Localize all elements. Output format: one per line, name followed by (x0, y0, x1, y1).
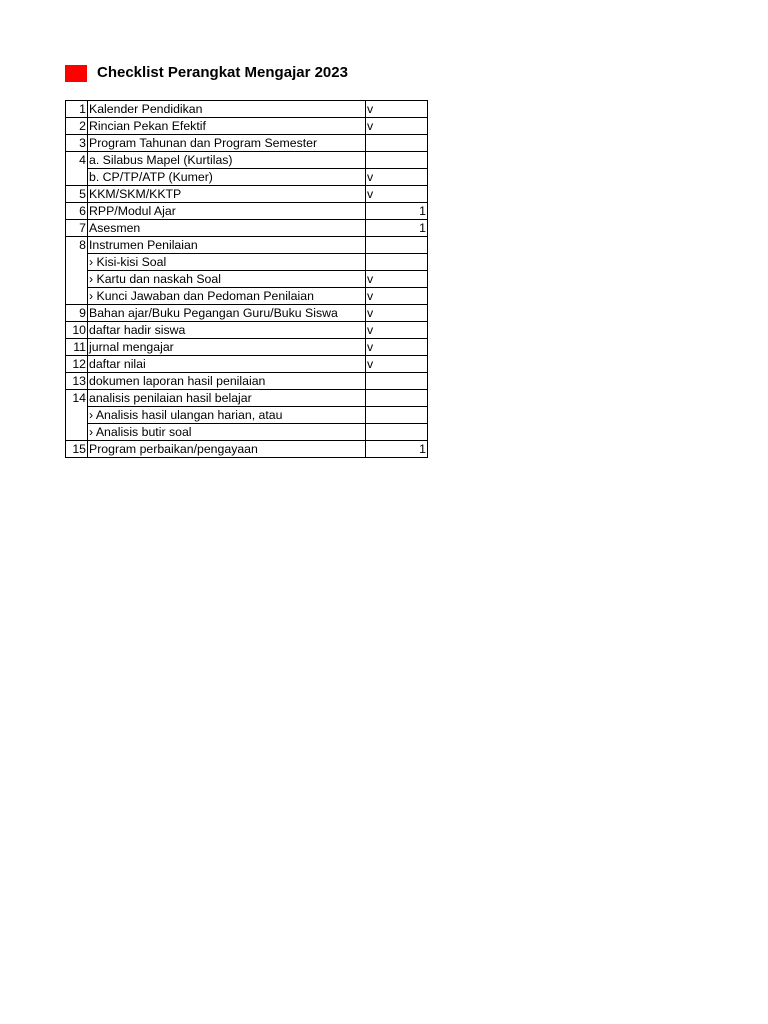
row-item: › Kartu dan naskah Soal (88, 271, 366, 288)
row-item: a. Silabus Mapel (Kurtilas) (88, 152, 366, 169)
row-item: daftar nilai (88, 356, 366, 373)
table-row (66, 356, 428, 373)
row-item: dokumen laporan hasil penilaian (88, 373, 366, 390)
row-number: 7 (66, 220, 88, 237)
table-row (66, 407, 428, 424)
table-row (66, 424, 428, 441)
row-mark: v (366, 339, 428, 356)
row-mark: v (366, 356, 428, 373)
table-row (66, 322, 428, 339)
row-item: jurnal mengajar (88, 339, 366, 356)
row-number (66, 288, 88, 305)
table-row (66, 254, 428, 271)
table-row (66, 152, 428, 169)
row-item: › Analisis butir soal (88, 424, 366, 441)
row-mark (366, 152, 428, 169)
row-item: Asesmen (88, 220, 366, 237)
row-item: daftar hadir siswa (88, 322, 366, 339)
table-row (66, 305, 428, 322)
row-number: 10 (66, 322, 88, 339)
row-mark: 1 (366, 441, 428, 458)
table-row (66, 237, 428, 254)
row-number: 11 (66, 339, 88, 356)
row-mark (366, 390, 428, 407)
row-number (66, 271, 88, 288)
checklist-body (66, 101, 428, 458)
row-mark: 1 (366, 203, 428, 220)
row-item: Bahan ajar/Buku Pegangan Guru/Buku Siswa (88, 305, 366, 322)
table-row (66, 203, 428, 220)
row-mark (366, 135, 428, 152)
row-item: b. CP/TP/ATP (Kumer) (88, 169, 366, 186)
title-marker (65, 65, 87, 82)
row-item: Kalender Pendidikan (88, 101, 366, 118)
row-item: Program perbaikan/pengayaan (88, 441, 366, 458)
row-item: analisis penilaian hasil belajar (88, 390, 366, 407)
page-title: Checklist Perangkat Mengajar 2023 (97, 64, 348, 81)
table-row (66, 271, 428, 288)
row-item: KKM/SKM/KKTP (88, 186, 366, 203)
row-number: 14 (66, 390, 88, 407)
row-item: › Analisis hasil ulangan harian, atau (88, 407, 366, 424)
checklist-table (65, 100, 428, 458)
row-number: 13 (66, 373, 88, 390)
row-item: Instrumen Penilaian (88, 237, 366, 254)
row-item: › Kisi-kisi Soal (88, 254, 366, 271)
row-mark: v (366, 118, 428, 135)
table-row (66, 169, 428, 186)
row-number: 8 (66, 237, 88, 254)
row-item: Program Tahunan dan Program Semester (88, 135, 366, 152)
row-mark (366, 407, 428, 424)
row-number: 15 (66, 441, 88, 458)
row-number: 3 (66, 135, 88, 152)
row-number (66, 424, 88, 441)
table-row (66, 339, 428, 356)
row-mark: 1 (366, 220, 428, 237)
row-number: 4 (66, 152, 88, 169)
table-row (66, 288, 428, 305)
table-row (66, 135, 428, 152)
row-number: 1 (66, 101, 88, 118)
table-row (66, 101, 428, 118)
row-number: 6 (66, 203, 88, 220)
row-item: › Kunci Jawaban dan Pedoman Penilaian (88, 288, 366, 305)
row-mark: v (366, 169, 428, 186)
table-row (66, 390, 428, 407)
row-number: 2 (66, 118, 88, 135)
row-mark: v (366, 271, 428, 288)
row-mark (366, 424, 428, 441)
row-mark (366, 237, 428, 254)
row-mark (366, 373, 428, 390)
table-row (66, 373, 428, 390)
row-number (66, 169, 88, 186)
row-number (66, 407, 88, 424)
row-number: 12 (66, 356, 88, 373)
row-mark: v (366, 322, 428, 339)
table-row (66, 186, 428, 203)
row-mark: v (366, 288, 428, 305)
table-row (66, 441, 428, 458)
row-mark: v (366, 101, 428, 118)
row-item: RPP/Modul Ajar (88, 203, 366, 220)
table-row (66, 118, 428, 135)
row-mark (366, 254, 428, 271)
row-mark: v (366, 305, 428, 322)
row-number: 5 (66, 186, 88, 203)
row-number (66, 254, 88, 271)
row-mark: v (366, 186, 428, 203)
table-row (66, 220, 428, 237)
row-item: Rincian Pekan Efektif (88, 118, 366, 135)
row-number: 9 (66, 305, 88, 322)
